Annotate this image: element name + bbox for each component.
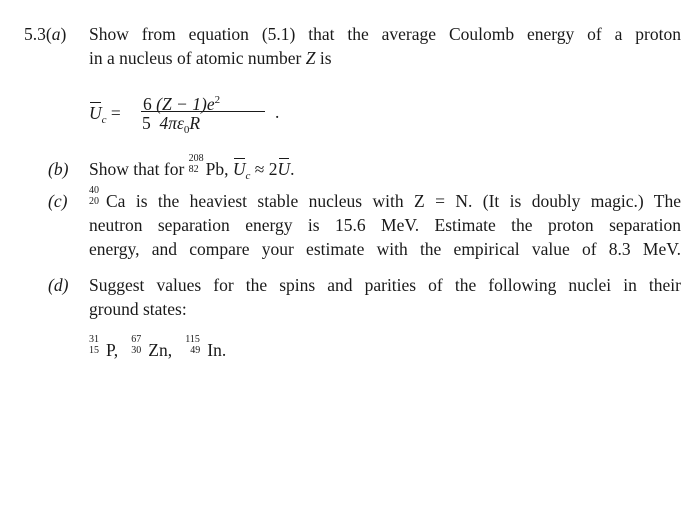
part-a-line-1: Show from equation (5.1) that the average Coulomb energy of a proton [89,24,681,44]
nucleus-p-31: 31 15 P, [89,334,119,360]
nuclei-list [89,334,681,362]
isotope-pb-208: 208 82 [188,153,204,175]
part-d-line-2: ground states: [89,299,187,319]
nucleus-zn-67: 67 30 Zn, [131,334,173,360]
equation-period: . [275,102,280,122]
part-b-label: (b) [48,159,69,179]
part-c-line-2: neutron separation energy is 15.6 MeV. Estimate the proton separation [89,215,681,235]
part-c-label: (c) [48,191,68,211]
part-c-line-3: energy, and compare your estimate with the empirical value of 8.3 MeV. [89,239,681,259]
nucleus-in-115: 115 49 In. [185,334,227,360]
part-c-text [89,185,681,261]
isotope-ca-40: 40 20 [89,185,99,207]
coulomb-energy-equation [89,88,389,138]
part-d-text [89,273,681,321]
part-b-text [89,153,681,188]
part-c-line-1: 40 20 Ca is the heaviest stable nucleus with Z = N. (It is doubly magic.) The [89,185,681,211]
part-d-label: (d) [48,275,69,295]
part-d-line-1: Suggest values for the spins and parities of the following nuclei in their [89,275,681,295]
equation-denominator: 5 $4\pi\varepsilon_0R$ [142,113,201,136]
part-a-line-2: in a nucleus of atomic number Z is [89,48,332,68]
part-a-text [89,22,681,70]
part-b-line-1: Show that for 208 82 Pb, $U_c \approx 2U$. [89,153,295,182]
equation-numerator: 6 $(Z - 1)e^2$ [143,94,221,114]
problem-number: 5.3(a) [24,24,67,44]
equation-lhs: $U_c$ = [89,103,121,126]
